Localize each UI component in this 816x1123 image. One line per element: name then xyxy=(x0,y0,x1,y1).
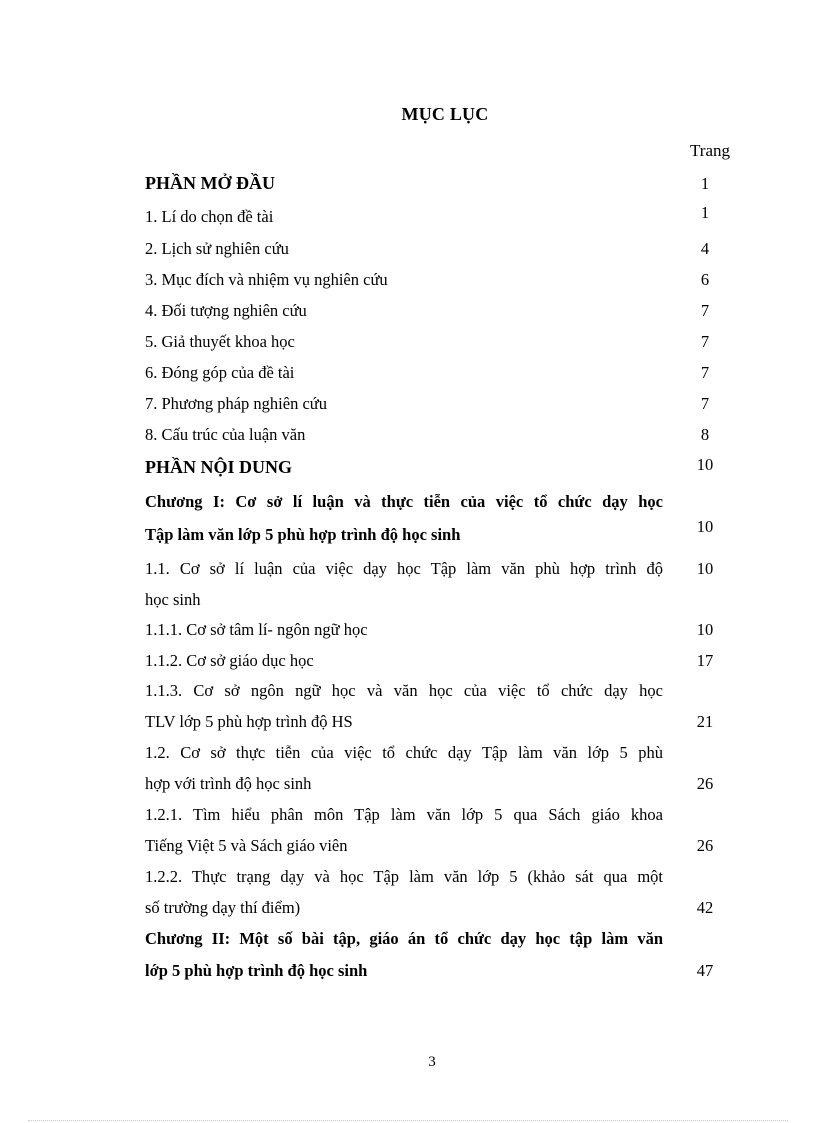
toc-entry-text: 1. Lí do chọn đề tài xyxy=(145,207,274,226)
toc-entry-text: 6. Đóng góp của đề tài xyxy=(145,363,295,382)
toc-title: MỤC LỤC xyxy=(401,104,489,124)
toc-entry-text: 3. Mục đích và nhiệm vụ nghiên cứu xyxy=(145,270,388,289)
toc-entry-text: 1.2.2. Thực trạng dạy và học Tập làm văn lớp 5 (khảo sát qua một xyxy=(145,867,663,886)
toc-entry-text: 7. Phương pháp nghiên cứu xyxy=(145,394,327,413)
toc-entry-page: 8 xyxy=(700,425,710,444)
toc-entry-text: 4. Đối tượng nghiên cứu xyxy=(145,301,307,320)
toc-entry-page: 7 xyxy=(700,394,710,413)
toc-entry-page: 7 xyxy=(700,301,710,320)
toc-entry-page: 10 xyxy=(696,517,714,536)
toc-entry-text: hợp với trình độ học sinh xyxy=(145,774,312,793)
toc-entry-text: số trường dạy thí điểm) xyxy=(145,898,301,917)
toc-entry-page: 26 xyxy=(696,774,714,793)
toc-entry-page: 17 xyxy=(696,651,714,670)
toc-entry-text: lớp 5 phù hợp trình độ học sinh xyxy=(145,961,368,980)
toc-entry-text: Tập làm văn lớp 5 phù hợp trình độ học sinh xyxy=(145,525,461,544)
toc-entry-page: 10 xyxy=(696,455,714,474)
toc-entry-page: 1 xyxy=(700,174,710,193)
toc-entry-text: PHẦN NỘI DUNG xyxy=(145,457,292,477)
footer-page-number: 3 xyxy=(428,1054,436,1070)
toc-entry-text: 8. Cấu trúc của luận văn xyxy=(145,425,306,444)
toc-entry-page: 4 xyxy=(700,239,710,258)
toc-entry-text: TLV lớp 5 phù hợp trình độ HS xyxy=(145,712,353,731)
toc-entry-page: 21 xyxy=(696,712,714,731)
toc-entry-text: 1.1.2. Cơ sở giáo dục học xyxy=(145,651,314,670)
toc-entry-text: 2. Lịch sử nghiên cứu xyxy=(145,239,289,258)
toc-entry-text: 1.1. Cơ sở lí luận của việc dạy học Tập làm văn phù hợp trình độ xyxy=(145,559,663,578)
toc-entry-text: 1.2. Cơ sở thực tiễn của việc tổ chức dạy Tập làm văn lớp 5 phù xyxy=(145,743,663,762)
toc-entry-text: Chương I: Cơ sở lí luận và thực tiễn của việc tổ chức dạy học xyxy=(145,492,663,511)
toc-entry-text: 5. Giả thuyết khoa học xyxy=(145,332,295,351)
toc-entry-text: học sinh xyxy=(145,590,201,609)
toc-entry-page: 7 xyxy=(700,332,710,351)
toc-entry-page: 10 xyxy=(696,559,714,578)
toc-entry-page: 1 xyxy=(700,203,710,222)
toc-entry-page: 7 xyxy=(700,363,710,382)
toc-entry-text: PHẦN MỞ ĐẦU xyxy=(145,173,275,193)
toc-entry-text: 1.2.1. Tìm hiểu phân môn Tập làm văn lớp 5 qua Sách giáo khoa xyxy=(145,805,663,824)
toc-entry-page: 6 xyxy=(700,270,710,289)
toc-entry-text: Tiếng Việt 5 và Sách giáo viên xyxy=(145,836,348,855)
toc-entry-text: 1.1.1. Cơ sở tâm lí- ngôn ngữ học xyxy=(145,620,368,639)
toc-entry-page: 26 xyxy=(696,836,714,855)
toc-entry-text: 1.1.3. Cơ sở ngôn ngữ học và văn học của việc tổ chức dạy học xyxy=(145,681,663,700)
toc-entry-page: 42 xyxy=(696,898,714,917)
toc-entry-text: Chương II: Một số bài tập, giáo án tổ chức dạy học tập làm văn xyxy=(145,929,663,948)
page-bottom-divider xyxy=(28,1120,788,1121)
toc-entry-page: 10 xyxy=(696,620,714,639)
toc-entry-page: 47 xyxy=(696,961,714,980)
page-column-label: Trang xyxy=(690,141,730,160)
